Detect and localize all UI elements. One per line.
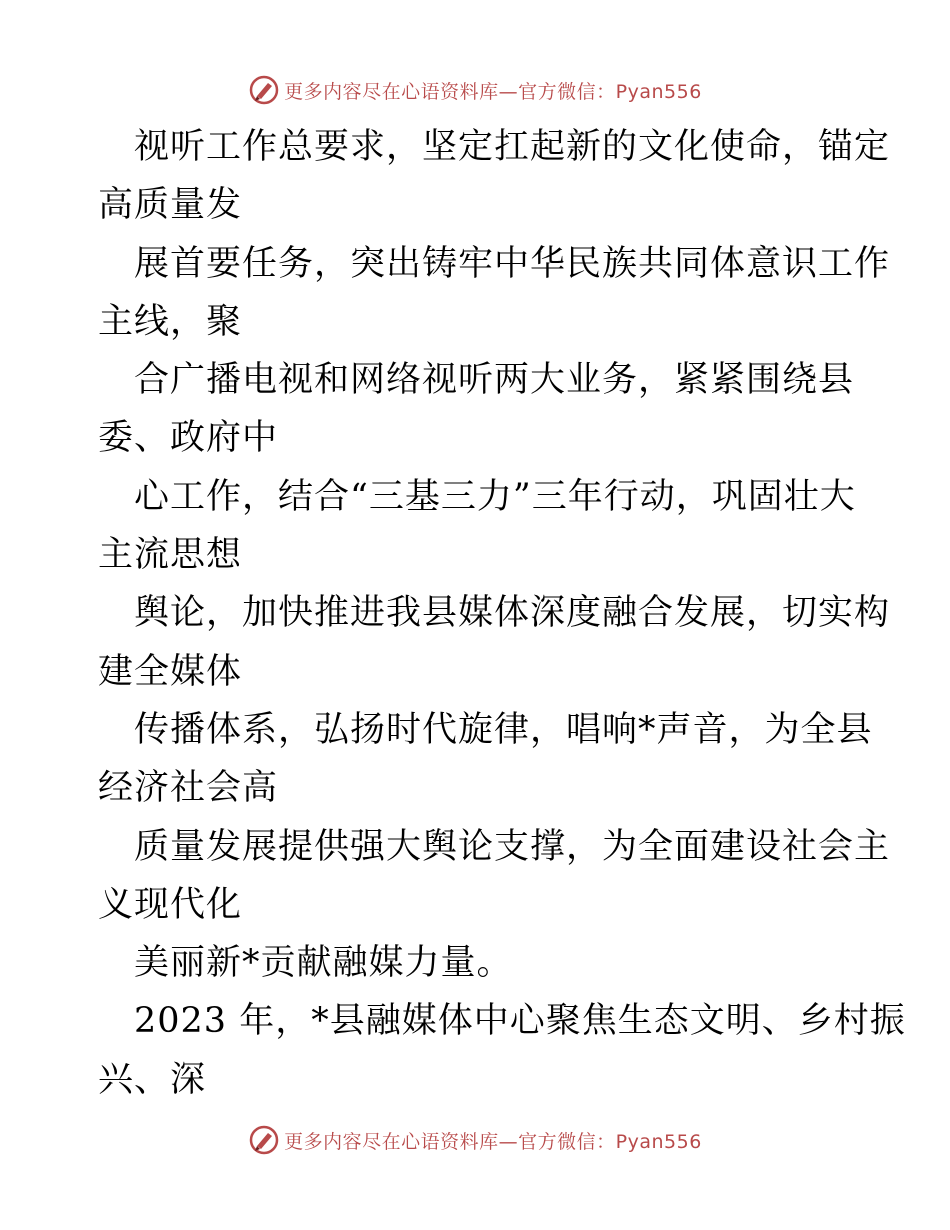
text-line: 建全媒体 [98, 651, 243, 692]
text-line: 视听工作总要求，坚定扛起新的文化使命，锚定 [134, 127, 891, 167]
watermark-text: 更多内容尽在心语资料库—官方微信：Pyan556 [284, 80, 702, 103]
pen-seal-logo-icon [248, 1124, 280, 1156]
text-line: 展首要任务，突出铸牢中华民族共同体意识工作 [134, 243, 891, 284]
header-watermark [0, 70, 950, 110]
text-line: 委、政府中 [98, 418, 279, 459]
watermark-text: 更多内容尽在心语资料库—官方微信：Pyan556 [284, 1130, 702, 1153]
document-body [98, 118, 906, 1109]
text-line: 2023 年，*县融媒体中心聚焦生态文明、乡村振 [134, 1001, 906, 1042]
text-line: 高质量发 [98, 185, 243, 226]
text-line: 舆论，加快推进我县媒体深度融合发展，切实构 [134, 593, 891, 634]
text-line: 主流思想 [98, 535, 243, 576]
text-line: 义现代化 [98, 884, 243, 925]
text-line: 经济社会高 [98, 768, 279, 809]
text-line: 心工作，结合“三基三力”三年行动，巩固壮大 [134, 476, 856, 517]
pen-seal-logo-icon [248, 74, 280, 106]
text-line: 合广播电视和网络视听两大业务，紧紧围绕县 [134, 360, 855, 401]
text-line: 传播体系，弘扬时代旋律，唱响*声音，为全县 [134, 709, 873, 750]
text-line: 美丽新*贡献融媒力量。 [134, 943, 513, 984]
text-line: 兴、深 [98, 1059, 207, 1100]
text-line: 质量发展提供强大舆论支撑，为全面建设社会主 [134, 826, 891, 867]
text-line: 主线，聚 [98, 301, 243, 342]
footer-watermark [0, 1120, 950, 1160]
